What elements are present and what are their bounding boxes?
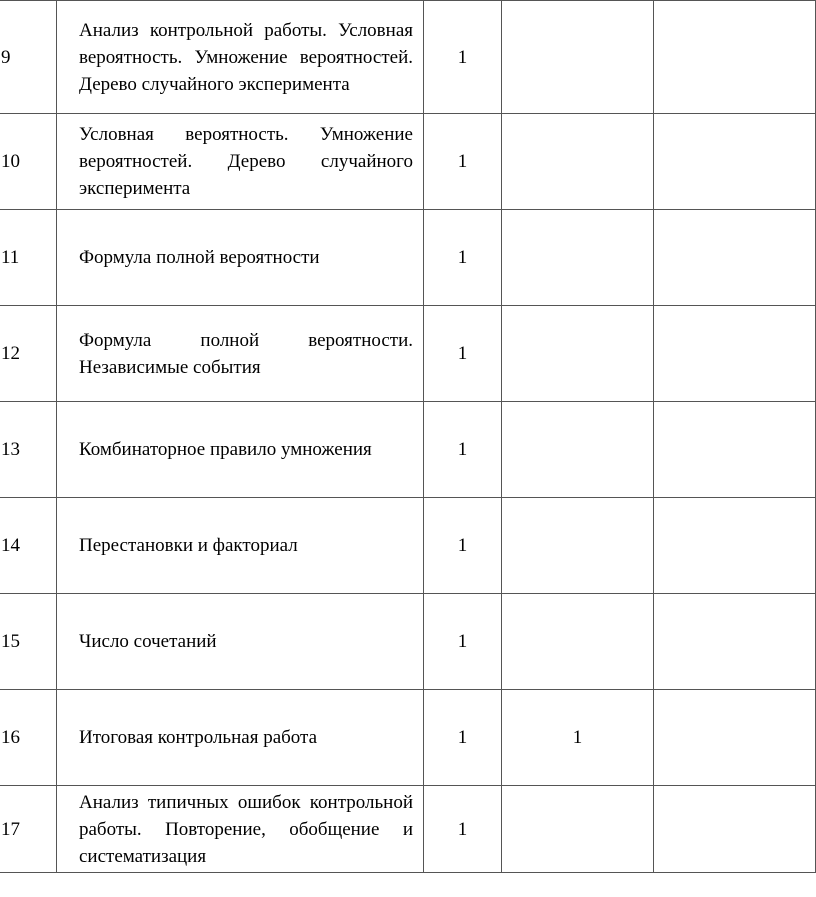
table-row: [0, 594, 816, 690]
lesson-hours: 1: [424, 498, 502, 594]
lesson-number: 15: [0, 594, 57, 690]
empty-cell: [654, 306, 816, 402]
lesson-number: 14: [0, 498, 57, 594]
lesson-number: 9: [0, 1, 57, 114]
test-count: [502, 498, 654, 594]
empty-cell: [654, 594, 816, 690]
empty-cell: [654, 786, 816, 873]
lesson-number: 13: [0, 402, 57, 498]
lesson-hours: 1: [424, 786, 502, 873]
lesson-hours: 1: [424, 594, 502, 690]
table-row: [0, 690, 816, 786]
empty-cell: [654, 114, 816, 210]
test-count: [502, 114, 654, 210]
lesson-hours: 1: [424, 1, 502, 114]
lesson-topic: Комбинаторное правило умножения: [57, 402, 424, 498]
lesson-hours: 1: [424, 402, 502, 498]
test-count: [502, 1, 654, 114]
empty-cell: [654, 690, 816, 786]
lesson-topic: Перестановки и факториал: [57, 498, 424, 594]
lesson-topic: Анализ контрольной работы. Условная вероятность. Умножение вероятностей. Дерево случайного эксперимента: [57, 1, 424, 114]
test-count: [502, 786, 654, 873]
lesson-number: 10: [0, 114, 57, 210]
empty-cell: [654, 210, 816, 306]
lesson-number: 17: [0, 786, 57, 873]
lesson-number: 16: [0, 690, 57, 786]
table-row: [0, 1, 816, 114]
table-row: [0, 498, 816, 594]
lesson-topic: Итоговая контрольная работа: [57, 690, 424, 786]
lesson-hours: 1: [424, 210, 502, 306]
test-count: [502, 402, 654, 498]
lesson-topic: Формула полной вероятности. Независимые события: [57, 306, 424, 402]
table-row: [0, 402, 816, 498]
table-row: [0, 210, 816, 306]
empty-cell: [654, 498, 816, 594]
empty-cell: [654, 402, 816, 498]
lesson-topic: Число сочетаний: [57, 594, 424, 690]
table-row: [0, 306, 816, 402]
lesson-hours: 1: [424, 690, 502, 786]
test-count: [502, 210, 654, 306]
lesson-topic: Формула полной вероятности: [57, 210, 424, 306]
test-count: 1: [502, 690, 654, 786]
table-row: [0, 114, 816, 210]
lesson-number: 11: [0, 210, 57, 306]
lesson-topic: Анализ типичных ошибок контрольной работы. Повторение, обобщение и систематизация: [57, 786, 424, 873]
lesson-number: 12: [0, 306, 57, 402]
lesson-hours: 1: [424, 306, 502, 402]
lesson-topic: Условная вероятность. Умножение вероятностей. Дерево случайного эксперимента: [57, 114, 424, 210]
table-row: [0, 786, 816, 873]
test-count: [502, 594, 654, 690]
lesson-hours: 1: [424, 114, 502, 210]
empty-cell: [654, 1, 816, 114]
test-count: [502, 306, 654, 402]
